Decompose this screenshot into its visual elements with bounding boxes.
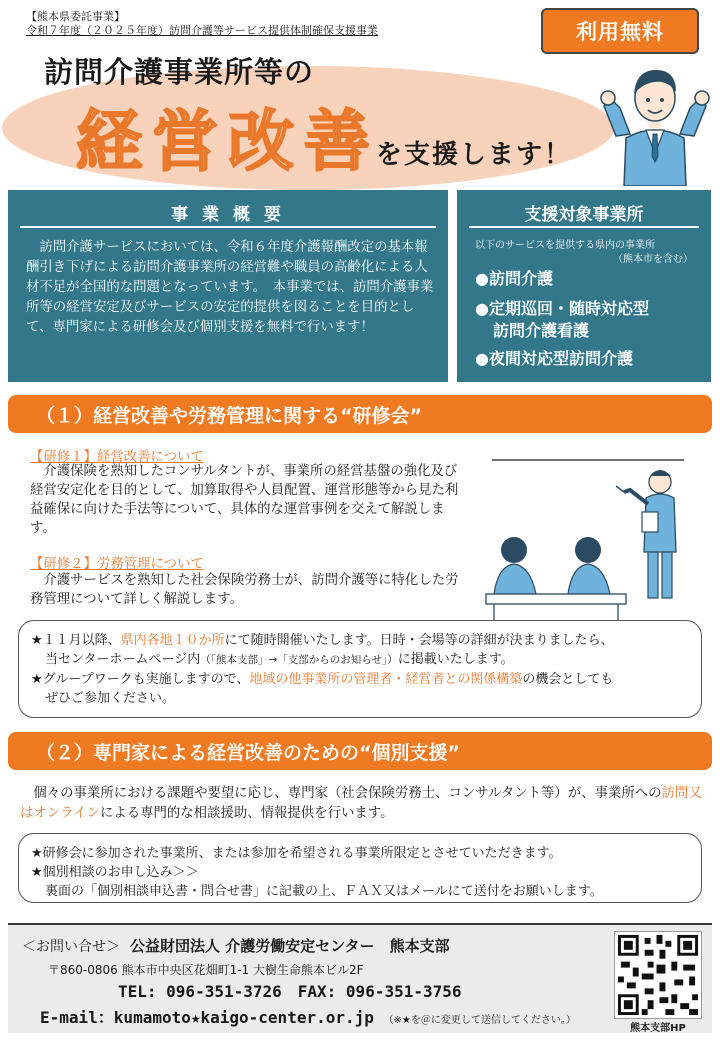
contact-header: ＜お問い合せ＞ 公益財団法人 介護労働安定センター 熊本支部 [22, 937, 450, 955]
target-item-periodic-cont: 訪問介護看護 [493, 321, 590, 340]
consultant-illustration [596, 58, 714, 186]
section-2-header: （２）専門家による経営改善のための“個別支援” [8, 732, 712, 770]
contact-organization: 公益財団法人 介護労働安定センター 熊本支部 [130, 937, 450, 955]
target-note-city: （熊本市を含む） [613, 254, 693, 265]
target-facilities-panel [457, 190, 711, 382]
divider [20, 226, 436, 228]
course-1-body: 介護保険を熟知したコンサルタントが、事業所の経営基盤の強化及び経営安定化を目的として、加算取得や人員配置、運営形態等から見た利益確保に向けた手法等について、具体的な運営事例を交えて解説します。 [30, 464, 459, 536]
title-line-1: 訪問介護事業所等の [44, 55, 315, 89]
commission-label: 【熊本県委託事業】 [26, 10, 125, 23]
course-1-title: 【研修１】経営改善について [30, 450, 204, 465]
notice-line: ★グループワークも実施しますので、地域の他事業所の管理者・経営者との関係構築の機会としても [31, 672, 614, 687]
contact-phone-fax: TEL: 096-351-3726 FAX: 096-351-3756 [118, 982, 462, 1001]
title-line-3: を支援します！ [376, 140, 573, 170]
overview-panel [8, 190, 448, 382]
seminar-illustration [484, 454, 708, 624]
target-facilities-title: 支援対象事業所 [524, 205, 644, 225]
contact-address: 〒860-0806 熊本市中央区花畑町1-1 大樹生命熊本ビル2F [48, 963, 364, 977]
contact-email: E-mail：kumamoto★kaigo-center.or.jp （※★を＠に変更して送信してください。） [40, 1008, 576, 1027]
highlight-visit-online: 訪問又はオンライン [20, 786, 702, 821]
qr-code-icon[interactable] [614, 931, 702, 1019]
notice-line: ★個別相談のお申し込み＞＞ [31, 865, 199, 880]
target-item-periodic: ●定期巡回・随時対応型 [475, 299, 649, 318]
highlight-networking: 地域の他事業所の管理者・経営者との関係構築 [249, 672, 523, 687]
target-item-night: ●夜間対応型訪問介護 [475, 349, 633, 368]
section-2-body: 個々の事業所における課題や要望に応じ、専門家（社会保険労務士、コンサルタント等）が、事業所への訪問又はオンラインによる専門的な相談援助、情報提供を行います。 [20, 786, 702, 821]
title-main: 経営改善 [76, 103, 380, 180]
project-name: 令和７年度（２０２５年度）訪問介護等サービス提供体制確保支援事業 [26, 24, 378, 37]
highlight-venues: 県内各地１０か所 [120, 633, 225, 648]
contact-panel [8, 923, 712, 1033]
notice-line: 裏面の「個別相談申込書・問合せ書」に記載の上、ＦＡＸ又はメールにて送付をお願いします。 [45, 884, 603, 899]
target-item-home-care: ●訪問介護 [475, 269, 553, 288]
notice-line: ぜひご参加ください。 [45, 691, 176, 706]
notice-line: 当センターホームページ内（「熊本支部」→「支部からのお知らせ」）に掲載いたします。 [45, 652, 514, 667]
notice-line: ★１１月以降、県内各地１０か所にて随時開催いたします。日時・会場等の詳細が決まりましたら、 [31, 633, 614, 648]
target-note: 以下のサービスを提供する県内の事業所 [475, 240, 655, 251]
notice-line: ★研修会に参加された事業所、または参加を希望される事業所限定とさせていただきます。 [31, 846, 562, 861]
overview-title: 事 業 概 要 [171, 205, 285, 225]
individual-support-notice [18, 833, 702, 903]
seminar-notice [18, 620, 702, 718]
course-2-title: 【研修２】労務管理について [30, 557, 204, 572]
free-badge: 利用無料 [541, 8, 699, 54]
divider [469, 226, 699, 228]
overview-body: 訪問介護サービスにおいては、令和６年度介護報酬改定の基本報酬引き下げによる訪問介護事業所の経営難や職員の高齢化による人材不足が全国的な問題となっています。 本事業では、訪問介護事業所等の経営安定及びサービスの安定的提供を図ることを目的として、専門家による研修会及び個別支援を無料で行います！ [26, 240, 434, 335]
section-1-header: （１）経営改善や労務管理に関する“研修会” [8, 395, 712, 433]
qr-label: 熊本支部HP [630, 1023, 686, 1034]
course-2-body: 介護サービスを熟知した社会保険労務士が、訪問介護等に特化した労務管理について詳しく解説します。 [30, 573, 459, 607]
